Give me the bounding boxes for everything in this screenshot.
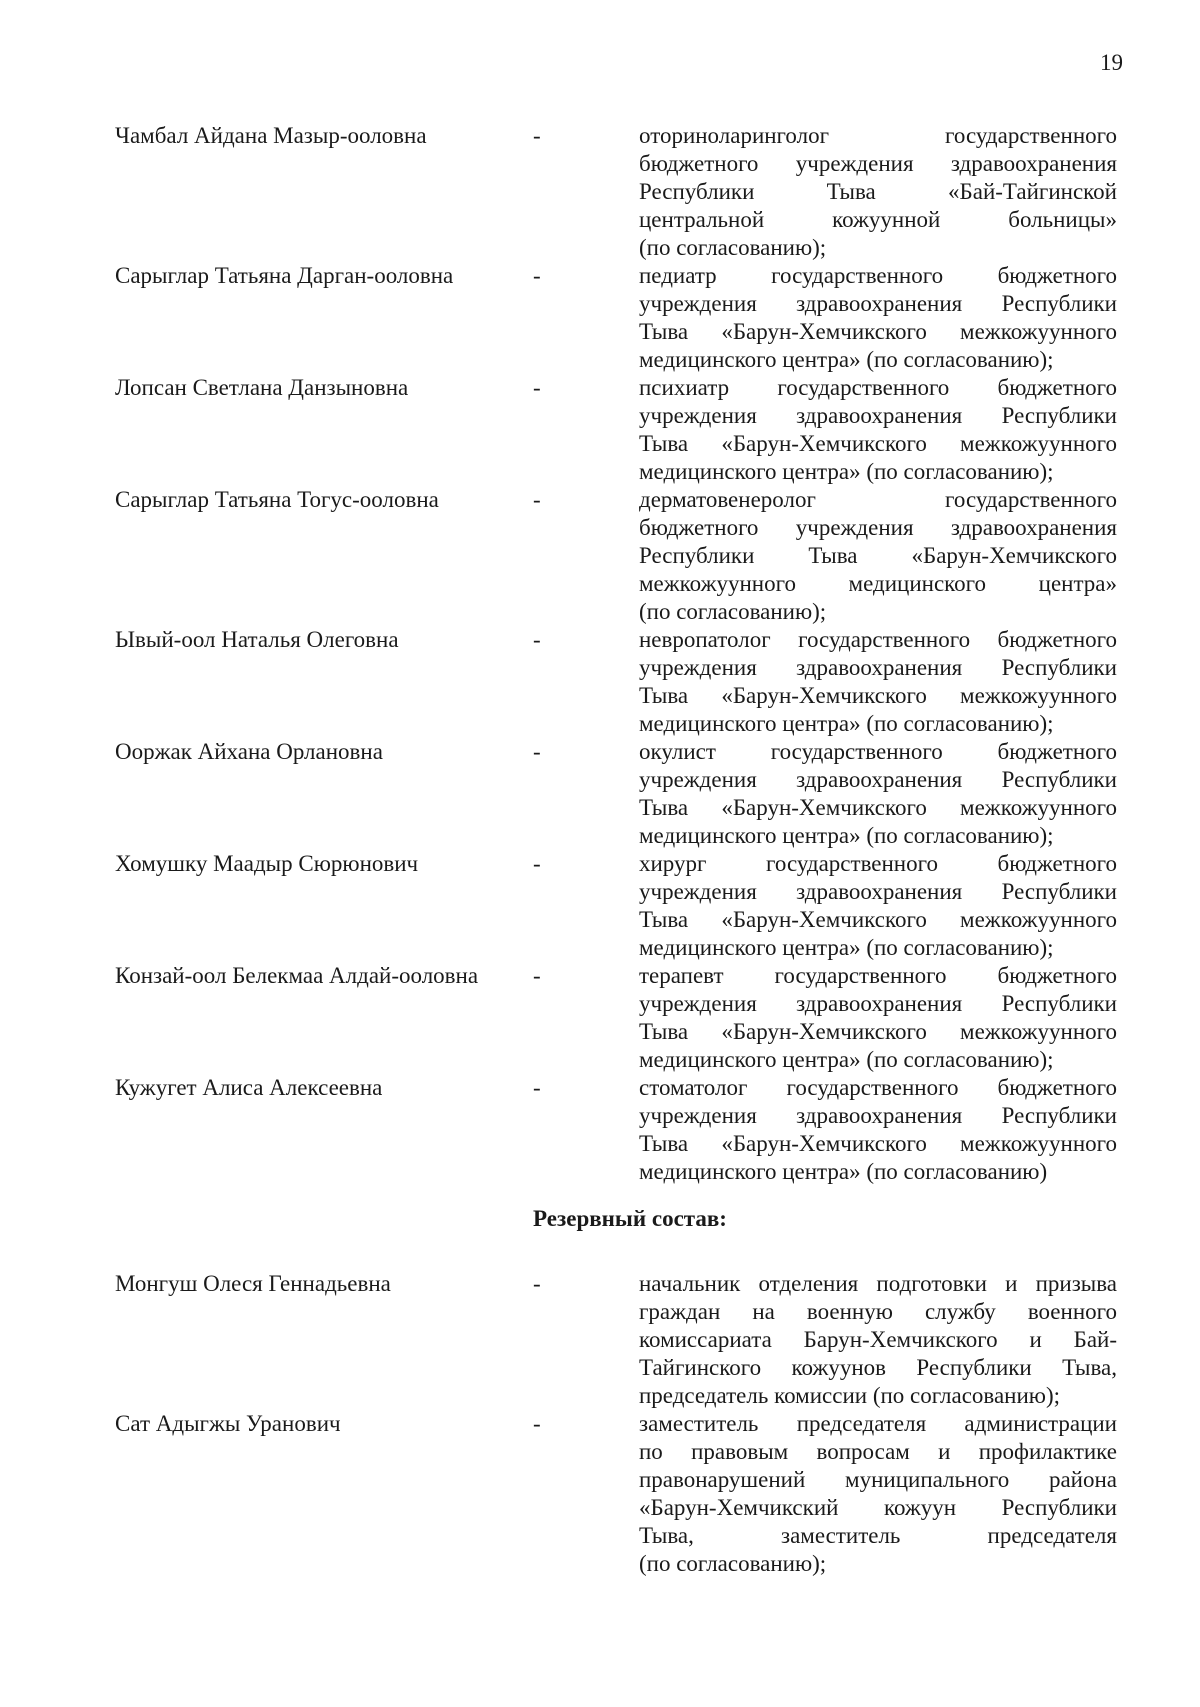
member-entry: [0, 962, 1200, 1074]
position-line: межкожуунного медицинского центра»: [639, 571, 1117, 596]
position-line: граждан на военную службу военного: [639, 1299, 1117, 1324]
member-entry: [0, 850, 1200, 962]
member-position: [639, 122, 1117, 262]
position-line: заместитель председателя администрации: [639, 1411, 1117, 1436]
main-members-list: [0, 122, 1200, 1186]
position-line: Тыва «Барун-Хемчикского межкожуунного: [639, 795, 1117, 820]
member-entry: [0, 1270, 1200, 1410]
member-position: [639, 486, 1117, 626]
position-line: (по согласованию);: [639, 235, 827, 260]
member-name: Ооржак Айхана Орлановна: [115, 739, 383, 764]
position-line: учреждения здравоохранения Республики: [639, 991, 1117, 1016]
member-entry: [0, 122, 1200, 262]
member-name: Сарыглар Татьяна Дарган-ооловна: [115, 263, 454, 288]
position-line: правонарушений муниципального района: [639, 1467, 1117, 1492]
position-line: начальник отделения подготовки и призыва: [639, 1271, 1117, 1296]
position-line: учреждения здравоохранения Республики: [639, 291, 1117, 316]
position-line: Тыва «Барун-Хемчикского межкожуунного: [639, 907, 1117, 932]
reserve-members-list: [0, 1270, 1200, 1578]
position-line: Тыва «Барун-Хемчикского межкожуунного: [639, 431, 1117, 456]
position-line: Республики Тыва «Бай-Тайгинской: [639, 179, 1117, 204]
member-position: [639, 1410, 1117, 1578]
position-line: Республики Тыва «Барун-Хемчикского: [639, 543, 1117, 568]
position-line: стоматолог государственного бюджетного: [639, 1075, 1117, 1100]
member-position: [639, 962, 1117, 1074]
member-dash: -: [533, 1411, 541, 1436]
member-dash: -: [533, 627, 541, 652]
member-name: Сарыглар Татьяна Тогус-ооловна: [115, 487, 439, 512]
position-line: медицинского центра» (по согласованию);: [639, 347, 1054, 372]
position-line: терапевт государственного бюджетного: [639, 963, 1117, 988]
position-line: невропатолог государственного бюджетного: [639, 627, 1117, 652]
position-line: бюджетного учреждения здравоохранения: [639, 515, 1117, 540]
member-dash: -: [533, 487, 541, 512]
position-line: хирург государственного бюджетного: [639, 851, 1117, 876]
position-line: Тыва «Барун-Хемчикского межкожуунного: [639, 683, 1117, 708]
position-line: председатель комиссии (по согласованию);: [639, 1383, 1061, 1408]
position-line: (по согласованию);: [639, 1551, 827, 1576]
position-line: медицинского центра» (по согласованию);: [639, 459, 1054, 484]
member-entry: [0, 1074, 1200, 1186]
position-line: центральной кожуунной больницы»: [639, 207, 1117, 232]
position-line: окулист государственного бюджетного: [639, 739, 1117, 764]
position-line: учреждения здравоохранения Республики: [639, 879, 1117, 904]
position-line: (по согласованию);: [639, 599, 827, 624]
position-line: учреждения здравоохранения Республики: [639, 1103, 1117, 1128]
position-line: по правовым вопросам и профилактике: [639, 1439, 1117, 1464]
member-dash: -: [533, 375, 541, 400]
position-line: Тыва «Барун-Хемчикского межкожуунного: [639, 1019, 1117, 1044]
member-dash: -: [533, 963, 541, 988]
member-name: Сат Адыгжы Уранович: [115, 1411, 341, 1436]
member-dash: -: [533, 851, 541, 876]
member-position: [639, 374, 1117, 486]
position-line: Тыва «Барун-Хемчикского межкожуунного: [639, 319, 1117, 344]
member-position: [639, 1074, 1117, 1186]
member-entry: [0, 1410, 1200, 1578]
member-position: [639, 738, 1117, 850]
position-line: бюджетного учреждения здравоохранения: [639, 151, 1117, 176]
member-name: Монгуш Олеся Геннадьевна: [115, 1271, 391, 1296]
member-entry: [0, 262, 1200, 374]
position-line: дерматовенеролог государственного: [639, 487, 1117, 512]
member-name: Кужугет Алиса Алексеевна: [115, 1075, 383, 1100]
member-dash: -: [533, 1075, 541, 1100]
member-name: Чамбал Айдана Мазыр-ооловна: [115, 123, 427, 148]
member-entry: [0, 626, 1200, 738]
member-position: [639, 850, 1117, 962]
member-dash: -: [533, 1271, 541, 1296]
member-dash: -: [533, 263, 541, 288]
position-line: психиатр государственного бюджетного: [639, 375, 1117, 400]
position-line: учреждения здравоохранения Республики: [639, 655, 1117, 680]
member-dash: -: [533, 739, 541, 764]
member-position: [639, 262, 1117, 374]
member-position: [639, 1270, 1117, 1410]
member-position: [639, 626, 1117, 738]
position-line: медицинского центра» (по согласованию): [639, 1159, 1048, 1184]
position-line: медицинского центра» (по согласованию);: [639, 711, 1054, 736]
position-line: Тыва, заместитель председателя: [639, 1523, 1117, 1548]
position-line: «Барун-Хемчикский кожуун Республики: [639, 1495, 1117, 1520]
position-line: Тыва «Барун-Хемчикского межкожуунного: [639, 1131, 1117, 1156]
member-entry: [0, 486, 1200, 626]
member-name: Конзай-оол Белекмаа Алдай-ооловна: [115, 963, 479, 988]
member-entry: [0, 738, 1200, 850]
position-line: учреждения здравоохранения Республики: [639, 767, 1117, 792]
page-number: 19: [1100, 50, 1123, 75]
position-line: Тайгинского кожуунов Республики Тыва,: [639, 1355, 1117, 1380]
position-line: медицинского центра» (по согласованию);: [639, 935, 1054, 960]
member-name: Ывый-оол Наталья Олеговна: [115, 627, 399, 652]
position-line: комиссариата Барун-Хемчикского и Бай-: [639, 1327, 1117, 1352]
position-line: медицинского центра» (по согласованию);: [639, 823, 1054, 848]
member-name: Лопсан Светлана Данзыновна: [115, 375, 409, 400]
reserve-heading: Резервный состав:: [533, 1206, 727, 1231]
position-line: оториноларинголог государственного: [639, 123, 1117, 148]
position-line: медицинского центра» (по согласованию);: [639, 1047, 1054, 1072]
position-line: учреждения здравоохранения Республики: [639, 403, 1117, 428]
member-dash: -: [533, 123, 541, 148]
member-name: Хомушку Маадыр Сюрюнович: [115, 851, 419, 876]
position-line: педиатр государственного бюджетного: [639, 263, 1117, 288]
member-entry: [0, 374, 1200, 486]
